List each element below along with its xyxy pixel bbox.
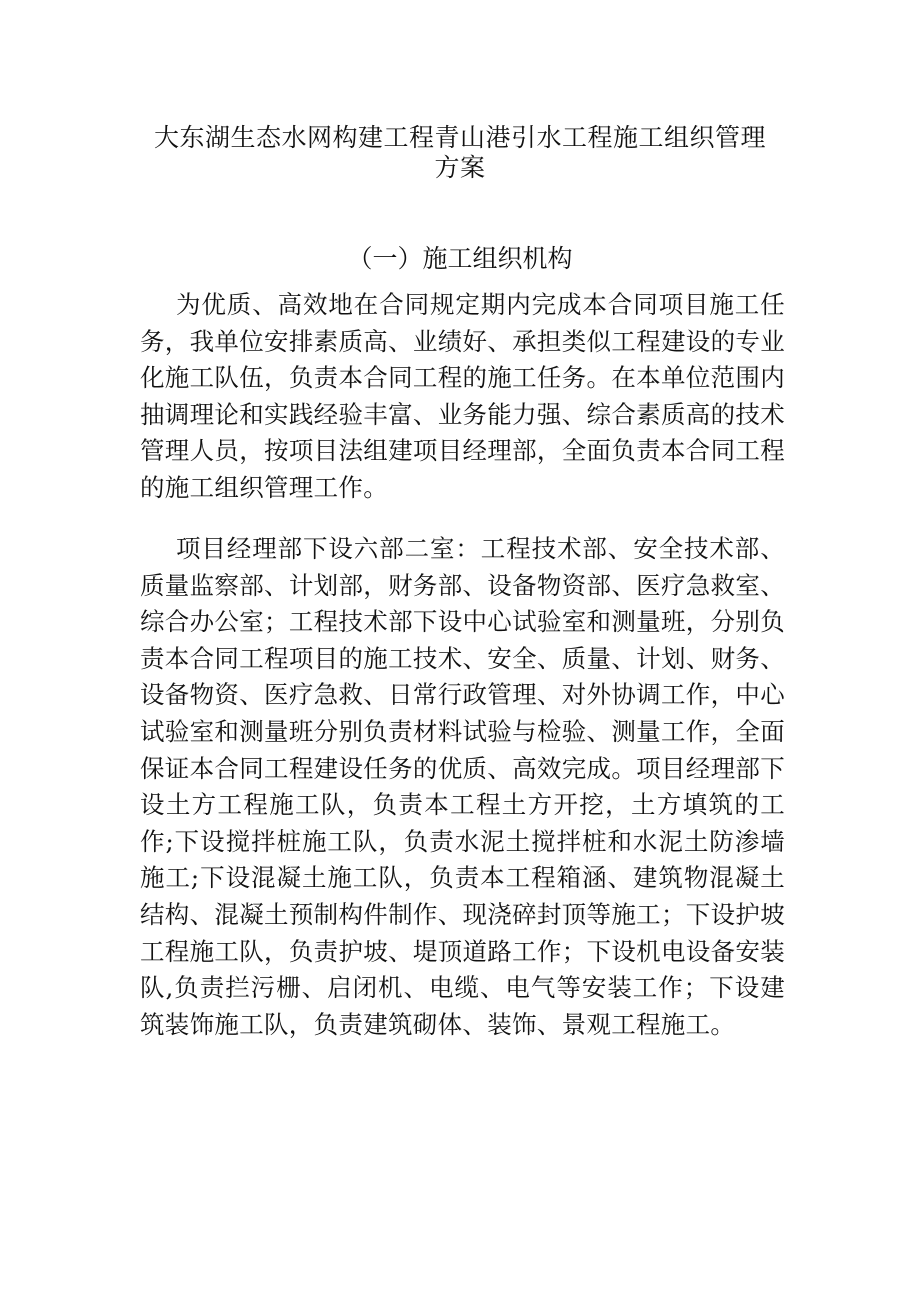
paragraph-organization-intro: 为优质、高效地在合同规定期内完成本合同项目施工任务，我单位安排素质高、业绩好、承担类似工程建设的专业化施工队伍，负责本合同工程的施工任务。在本单位范围内抽调理论和实践经验丰富、业务能力强、综合素质高的技术管理人员，按项目法组建项目经理部，全面负责本合同工程的施工组织管理工作。 (140, 290, 785, 502)
document-title: 大东湖生态水网构建工程青山港引水工程施工组织管理方案 (153, 123, 766, 182)
section-heading: （一）施工组织机构 (347, 244, 573, 273)
paragraph-department-structure: 项目经理部下设六部二室：工程技术部、安全技术部、质量监察部、计划部，财务部、设备物资部、医疗急救室、综合办公室；工程技术部下设中心试验室和测量班，分别负责本合同工程项目的施工技术、安全、质量、计划、财务、设备物资、医疗急救、日常行政管理、对外协调工作，中心试验室和测量班分别负责材料试验与检验、测量工作，全面保证本合同工程建设任务的优质、高效完成。项目经理部下设土方工程施工队，负责本工程土方开挖，土方填筑的工作;下设搅拌桩施工队，负责水泥土搅拌桩和水泥土防渗墙施工;下设混凝土施工队，负责本工程箱涵、建筑物混凝土结构、混凝土预制构件制作、现浇碎封顶等施工；下设护坡工程施工队，负责护坡、堤顶道路工作；下设机电设备安装队,负责拦污栅、启闭机、电缆、电气等安装工作；下设建筑装饰施工队，负责建筑砌体、装饰、景观工程施工。 (140, 534, 785, 1039)
